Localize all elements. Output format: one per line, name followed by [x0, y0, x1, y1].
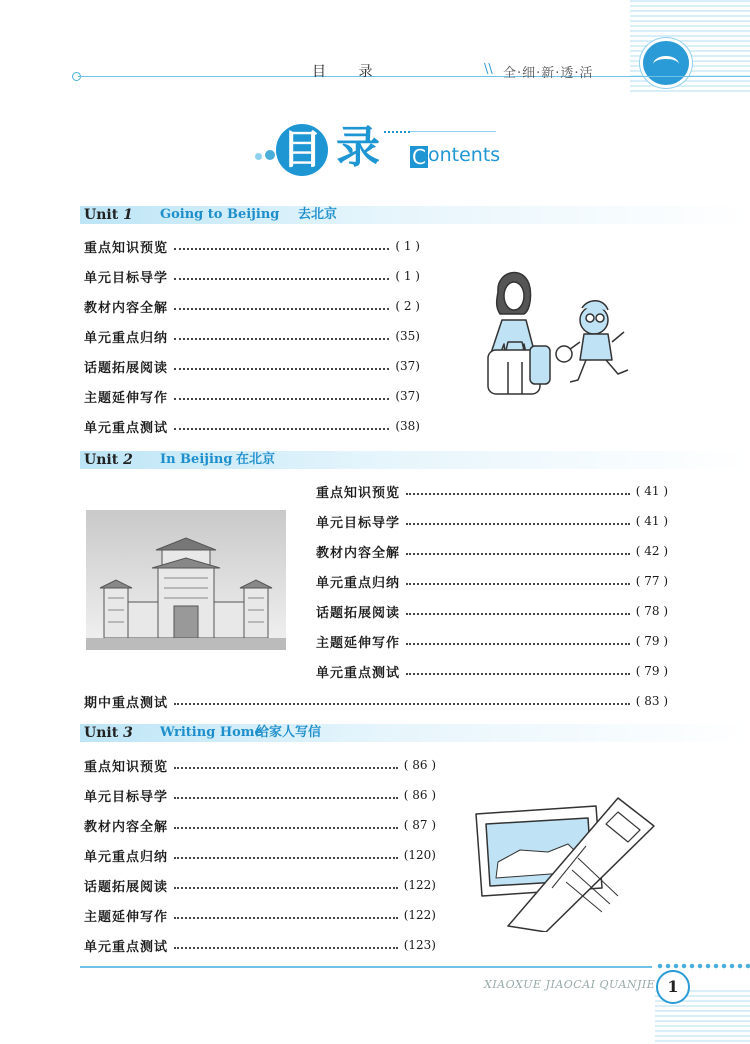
toc-entry[interactable]: 教材内容全解 ( 87 ) [84, 818, 436, 835]
toc-entry[interactable]: 单元重点归纳 (35) [84, 329, 420, 346]
toc-entry[interactable]: 单元重点测试 ( 79 ) [316, 664, 668, 681]
book-logo-icon [640, 38, 692, 88]
header-rule [78, 76, 750, 77]
toc-entry[interactable]: 教材内容全解 ( 2 ) [84, 299, 420, 316]
unit-label: Unit 1 [84, 207, 133, 223]
toc-entry[interactable]: 重点知识预览 ( 41 ) [316, 484, 668, 501]
toc-entry[interactable]: 话题拓展阅读 (122) [84, 878, 436, 895]
unit-3-header [80, 724, 750, 742]
toc-entry[interactable]: 单元重点归纳 ( 77 ) [316, 574, 668, 591]
title-dot-large [265, 150, 275, 160]
title-dot-small [255, 153, 262, 160]
unit-chinese-title: 在北京 [236, 452, 276, 467]
unit-english-title: Going to Beijing [160, 207, 280, 222]
page-number: 1 [656, 970, 690, 1004]
toc-entry[interactable]: 话题拓展阅读 ( 78 ) [316, 604, 668, 621]
toc-entry[interactable]: 重点知识预览 ( 1 ) [84, 239, 420, 256]
toc-entry[interactable]: 单元重点归纳 (120) [84, 848, 436, 865]
unit-chinese-title: 去北京 [298, 207, 338, 222]
title-dotted-line [384, 131, 410, 133]
title-rule [410, 131, 496, 132]
unit-label: Unit 2 [84, 452, 133, 468]
header-section-title: 目 录 [312, 64, 387, 80]
toc-entry[interactable]: 主题延伸写作 ( 79 ) [316, 634, 668, 651]
contents-word: ontents [428, 144, 501, 166]
footer-dotted-decoration [656, 962, 750, 970]
unit-label: Unit 3 [84, 725, 133, 741]
toc-entry[interactable]: 单元重点测试 (38) [84, 419, 420, 436]
toc-entry[interactable]: 单元目标导学 ( 86 ) [84, 788, 436, 805]
header-motto: 全·细·新·透·活 [503, 66, 594, 81]
postcard-illustration [468, 792, 658, 932]
toc-entry[interactable]: 主题延伸写作 (37) [84, 389, 420, 406]
toc-entry[interactable]: 单元目标导学 ( 1 ) [84, 269, 420, 286]
toc-entry-midterm[interactable]: 期中重点测试 ( 83 ) [84, 694, 668, 711]
unit-1-header [80, 206, 750, 224]
unit-2-header [80, 451, 750, 469]
toc-entry[interactable]: 教材内容全解 ( 42 ) [316, 544, 668, 561]
header-slash-mark: \\ [484, 62, 493, 77]
unit-chinese-title: 给家人写信 [256, 725, 322, 740]
beijing-station-photo [86, 510, 286, 650]
footer-series-name: XIAOXUE JIAOCAI QUANJIE [484, 978, 656, 991]
unit-english-title: In Beijing [160, 452, 233, 467]
contents-initial-box: C [410, 146, 428, 168]
unit-english-title: Writing Home [160, 725, 263, 740]
toc-entry[interactable]: 主题延伸写作 (122) [84, 908, 436, 925]
toc-entry[interactable]: 单元目标导学 ( 41 ) [316, 514, 668, 531]
toc-entry[interactable]: 话题拓展阅读 (37) [84, 359, 420, 376]
toc-entry[interactable]: 单元重点测试 (123) [84, 938, 436, 955]
title-char-second: 录 [336, 122, 380, 173]
footer-rule [80, 966, 652, 968]
travel-illustration [478, 262, 638, 408]
title-char-circle: 目 [276, 124, 328, 176]
toc-entry[interactable]: 重点知识预览 ( 86 ) [84, 758, 436, 775]
